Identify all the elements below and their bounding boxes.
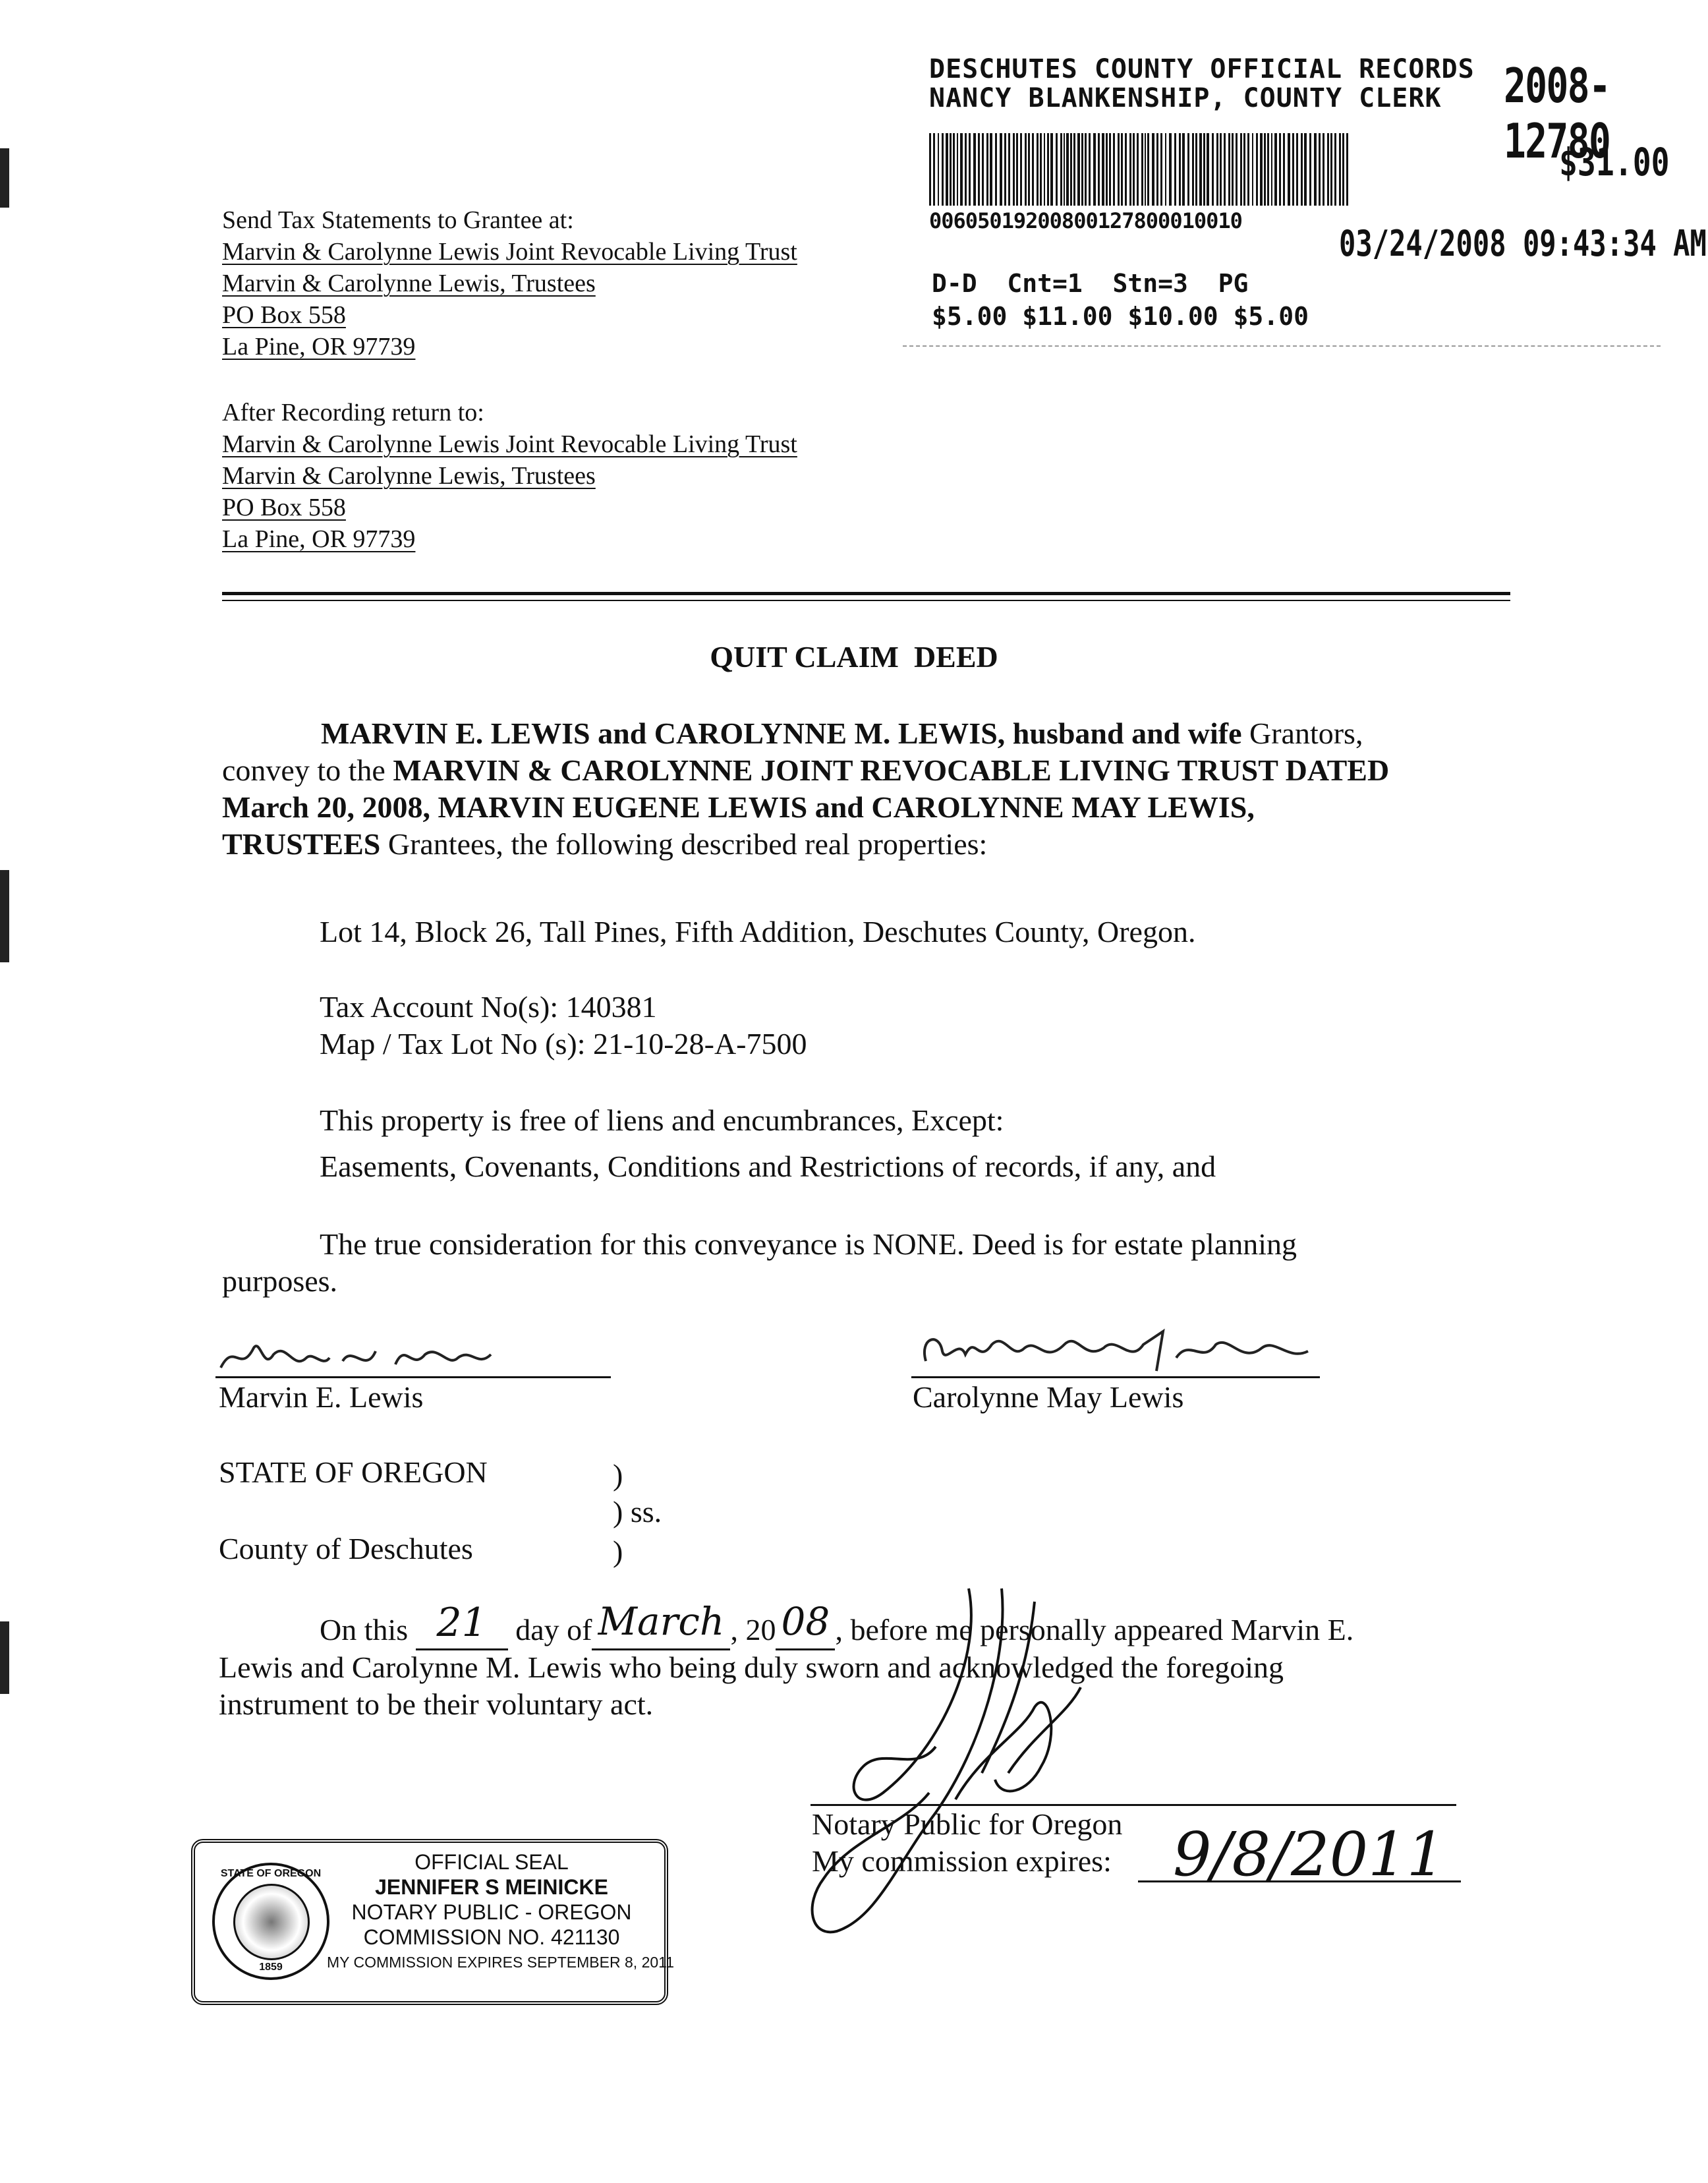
tax-address-line: Marvin & Carolynne Lewis Joint Revocable Living Trust: [222, 238, 797, 266]
recorder-fee: $31.00: [1559, 140, 1670, 185]
barcode-bar: [1252, 133, 1253, 206]
barcode-bar: [1016, 133, 1018, 206]
return-address-line: Marvin & Carolynne Lewis Joint Revocable Living Trust: [222, 430, 797, 458]
barcode-bar: [1118, 133, 1120, 206]
signature-line: [215, 1376, 611, 1378]
barcode-bar: [929, 133, 931, 206]
barcode-bar: [1056, 133, 1058, 206]
barcode-bar: [1040, 133, 1042, 206]
barcode-bar: [1346, 133, 1348, 206]
notary-seal: [191, 1839, 675, 2005]
notary-expires-value: 9/8/2011: [1173, 1819, 1446, 1890]
trustees-label: TRUSTEES: [222, 827, 381, 861]
seal-text: [327, 1849, 675, 1975]
return-to-heading: After Recording return to:: [222, 399, 484, 426]
barcode-bar: [1141, 133, 1143, 206]
barcode-bar: [1256, 133, 1258, 206]
grantors-names: MARVIN E. LEWIS and CAROLYNNE M. LEWIS, husband and wife: [321, 716, 1242, 750]
barcode-bar: [1037, 133, 1039, 206]
barcode-bar: [1309, 133, 1311, 206]
consideration-purpose: purposes.: [222, 1264, 338, 1298]
grantors-label: Grantors,: [1241, 716, 1363, 750]
barcode-bar: [1207, 133, 1209, 206]
barcode-bar: [1216, 133, 1218, 206]
barcode-bar: [1060, 133, 1062, 206]
seal-line: NOTARY PUBLIC - OREGON: [351, 1900, 632, 1924]
deed-title: QUIT CLAIM DEED: [710, 640, 998, 674]
barcode-bar: [1047, 133, 1049, 206]
return-address-line: Marvin & Carolynne Lewis, Trustees: [222, 462, 596, 490]
barcode-bar: [1064, 133, 1065, 206]
barcode-bar: [933, 133, 935, 206]
trust-name: MARVIN & CAROLYNNE JOINT REVOCABLE LIVING TRUST DATED: [393, 753, 1390, 787]
seal-emblem-text: STATE OF OREGON: [220, 1868, 322, 1879]
venue-state: STATE OF OREGON: [219, 1455, 488, 1489]
ack-year-value: 08: [776, 1608, 835, 1650]
recorder-title: DESCHUTES COUNTY OFFICIAL RECORDS: [929, 54, 1475, 84]
barcode-bar: [1004, 133, 1006, 206]
barcode-bar: [1232, 133, 1234, 206]
tax-address-line: La Pine, OR 97739: [222, 333, 416, 361]
barcode-bar: [1212, 133, 1214, 206]
barcode-bar: [1085, 133, 1087, 206]
barcode-bar: [1113, 133, 1115, 206]
barcode-bar: [1174, 133, 1176, 206]
return-address-line: La Pine, OR 97739: [222, 525, 416, 553]
section-divider: [222, 600, 1510, 601]
barcode-bar: [1000, 133, 1002, 206]
grantor2-signature: [913, 1325, 1321, 1378]
barcode-bar: [957, 133, 958, 206]
tax-account: Tax Account No(s): 140381: [320, 990, 657, 1024]
barcode: [929, 133, 1469, 206]
barcode-bar: [1044, 133, 1045, 206]
scan-smudge: [0, 870, 9, 962]
seal-line: JENNIFER S MEINICKE: [375, 1875, 608, 1899]
signature-line: [911, 1376, 1320, 1378]
barcode-bar: [1182, 133, 1185, 206]
barcode-bar: [1133, 133, 1135, 206]
seal-emblem-year: 1859: [259, 1962, 283, 1973]
barcode-bar: [946, 133, 948, 206]
seal-line: COMMISSION NO. 421130: [363, 1925, 620, 1949]
barcode-bar: [965, 133, 967, 206]
ack-day-of: day of: [515, 1613, 592, 1646]
barcode-bar: [1020, 133, 1022, 206]
barcode-bar: [1236, 133, 1238, 206]
recorder-doc-number: 2008-12780: [1504, 58, 1610, 169]
barcode-bar: [1147, 133, 1149, 206]
barcode-bar: [1247, 133, 1249, 206]
section-divider: [222, 592, 1510, 595]
barcode-bar: [1109, 133, 1111, 206]
return-address-line: PO Box 558: [222, 494, 346, 521]
scan-smudge: [0, 1621, 9, 1694]
barcode-bar: [1050, 133, 1053, 206]
barcode-bar: [1283, 133, 1285, 206]
recorder-codes: D-D Cnt=1 Stn=3 PG: [932, 269, 1249, 298]
barcode-bar: [1156, 133, 1158, 206]
barcode-bar: [1187, 133, 1189, 206]
barcode-bar: [1319, 133, 1321, 206]
barcode-bar: [1152, 133, 1154, 206]
tax-address-line: Marvin & Carolynne Lewis, Trustees: [222, 270, 596, 297]
barcode-bar: [1028, 133, 1030, 206]
ack-year-prefix: , 20: [730, 1613, 776, 1646]
recorder-rule: [903, 345, 1661, 347]
barcode-bar: [1288, 133, 1290, 206]
ack-month-value: March: [592, 1608, 730, 1650]
barcode-bar: [1279, 133, 1281, 206]
barcode-bar: [1066, 133, 1069, 206]
barcode-number: 00605019200800127800010010: [929, 208, 1242, 233]
barcode-bar: [1274, 133, 1277, 206]
deed-body: [222, 715, 1527, 863]
liens-statement: This property is free of liens and encumbrances, Except:: [320, 1103, 1004, 1137]
barcode-bar: [1304, 133, 1307, 206]
barcode-bar: [1121, 133, 1123, 206]
barcode-bar: [1199, 133, 1202, 206]
barcode-bar: [973, 133, 976, 206]
venue-paren: ): [613, 1458, 623, 1492]
seal-line: OFFICIAL SEAL: [414, 1850, 569, 1874]
ack-rest: , before me personally appeared Marvin E.: [835, 1613, 1354, 1646]
ack-day-value: 21: [416, 1608, 508, 1650]
recorder-clerk: NANCY BLANKENSHIP, COUNTY CLERK: [929, 83, 1442, 113]
barcode-bar: [1220, 133, 1222, 206]
barcode-bar: [1165, 133, 1166, 206]
barcode-bar: [1296, 133, 1298, 206]
barcode-bar: [1169, 133, 1172, 206]
notary-signature: [784, 1575, 1127, 1944]
barcode-bar: [1145, 133, 1146, 206]
barcode-bar: [990, 133, 992, 206]
barcode-bar: [1334, 133, 1336, 206]
grantor1-name: Marvin E. Lewis: [219, 1380, 424, 1414]
notary-expires-label: My commission expires:: [812, 1844, 1112, 1878]
barcode-bar: [1102, 133, 1104, 206]
tax-address-line: PO Box 558: [222, 301, 346, 329]
grantor2-name: Carolynne May Lewis: [913, 1380, 1184, 1414]
ack-on-this: On this: [320, 1613, 409, 1646]
barcode-bar: [1301, 133, 1303, 206]
seal-line: MY COMMISSION EXPIRES SEPTEMBER 8, 2011: [327, 1954, 675, 1971]
barcode-bar: [1137, 133, 1139, 206]
barcode-bar: [950, 133, 952, 206]
barcode-bar: [1098, 133, 1100, 206]
barcode-bar: [1073, 133, 1075, 206]
barcode-bar: [1195, 133, 1197, 206]
barcode-bar: [1240, 133, 1242, 206]
barcode-bar: [1339, 133, 1341, 206]
recorder-datetime: 03/24/2008 09:43:34 AM: [1339, 223, 1707, 264]
convey-text: convey to the: [222, 753, 393, 787]
barcode-bar: [1323, 133, 1324, 206]
trust-date-trustees: March 20, 2008, MARVIN EUGENE LEWIS and CAROLYNNE MAY LEWIS,: [222, 790, 1255, 824]
barcode-bar: [1025, 133, 1027, 206]
notary-label: Notary Public for Oregon: [812, 1807, 1123, 1841]
barcode-bar: [1243, 133, 1245, 206]
grantees-text: Grantees, the following described real properties:: [380, 827, 988, 861]
venue-ss: ) ss.: [613, 1495, 662, 1528]
barcode-bar: [969, 133, 971, 206]
barcode-bar: [1314, 133, 1317, 206]
barcode-bar: [978, 133, 980, 206]
barcode-bar: [995, 133, 997, 206]
barcode-bar: [1093, 133, 1096, 206]
recorder-amounts: $5.00 $11.00 $10.00 $5.00: [932, 302, 1309, 331]
barcode-bar: [1070, 133, 1072, 206]
barcode-bar: [1192, 133, 1194, 206]
grantor1-signature: [214, 1335, 610, 1381]
barcode-bar: [1089, 133, 1091, 206]
barcode-bar: [986, 133, 988, 206]
tax-statements-heading: Send Tax Statements to Grantee at:: [222, 206, 574, 234]
barcode-bar: [1224, 133, 1226, 206]
consideration-statement: The true consideration for this conveyance is NONE. Deed is for estate planning: [320, 1227, 1297, 1261]
scan-smudge: [0, 148, 9, 208]
barcode-bar: [1077, 133, 1080, 206]
seal-emblem: [212, 1863, 329, 1980]
barcode-bar: [1203, 133, 1205, 206]
barcode-bar: [1271, 133, 1272, 206]
acknowledgment-line-2: Lewis and Carolynne M. Lewis who being duly sworn and acknowledged the foregoing: [219, 1650, 1284, 1684]
barcode-bar: [938, 133, 939, 206]
barcode-bar: [1292, 133, 1294, 206]
barcode-bar: [1129, 133, 1131, 206]
barcode-bar: [1106, 133, 1108, 206]
barcode-bar: [1264, 133, 1266, 206]
barcode-bar: [1327, 133, 1329, 206]
liens-exceptions: Easements, Covenants, Conditions and Restrictions of records, if any, and: [320, 1150, 1216, 1183]
map-tax-lot: Map / Tax Lot No (s): 21-10-28-A-7500: [320, 1027, 807, 1061]
venue-paren: ): [613, 1534, 623, 1568]
barcode-bar: [1260, 133, 1263, 206]
barcode-bar: [1228, 133, 1230, 206]
barcode-bar: [1081, 133, 1083, 206]
seal-emblem-inner: [233, 1884, 310, 1960]
acknowledgment-line-3: instrument to be their voluntary act.: [219, 1687, 654, 1721]
barcode-bar: [1008, 133, 1010, 206]
barcode-bar: [982, 133, 984, 206]
barcode-bar: [1179, 133, 1181, 206]
barcode-bar: [1125, 133, 1127, 206]
venue-county: County of Deschutes: [219, 1532, 473, 1565]
legal-description: Lot 14, Block 26, Tall Pines, Fifth Addition, Deschutes County, Oregon.: [320, 915, 1196, 948]
barcode-bar: [942, 133, 944, 206]
barcode-bar: [1160, 133, 1162, 206]
barcode-bar: [953, 133, 955, 206]
barcode-bar: [1032, 133, 1034, 206]
barcode-bar: [960, 133, 963, 206]
barcode-bar: [1267, 133, 1269, 206]
barcode-bar: [1342, 133, 1344, 206]
barcode-bar: [1013, 133, 1015, 206]
barcode-bar: [1330, 133, 1332, 206]
